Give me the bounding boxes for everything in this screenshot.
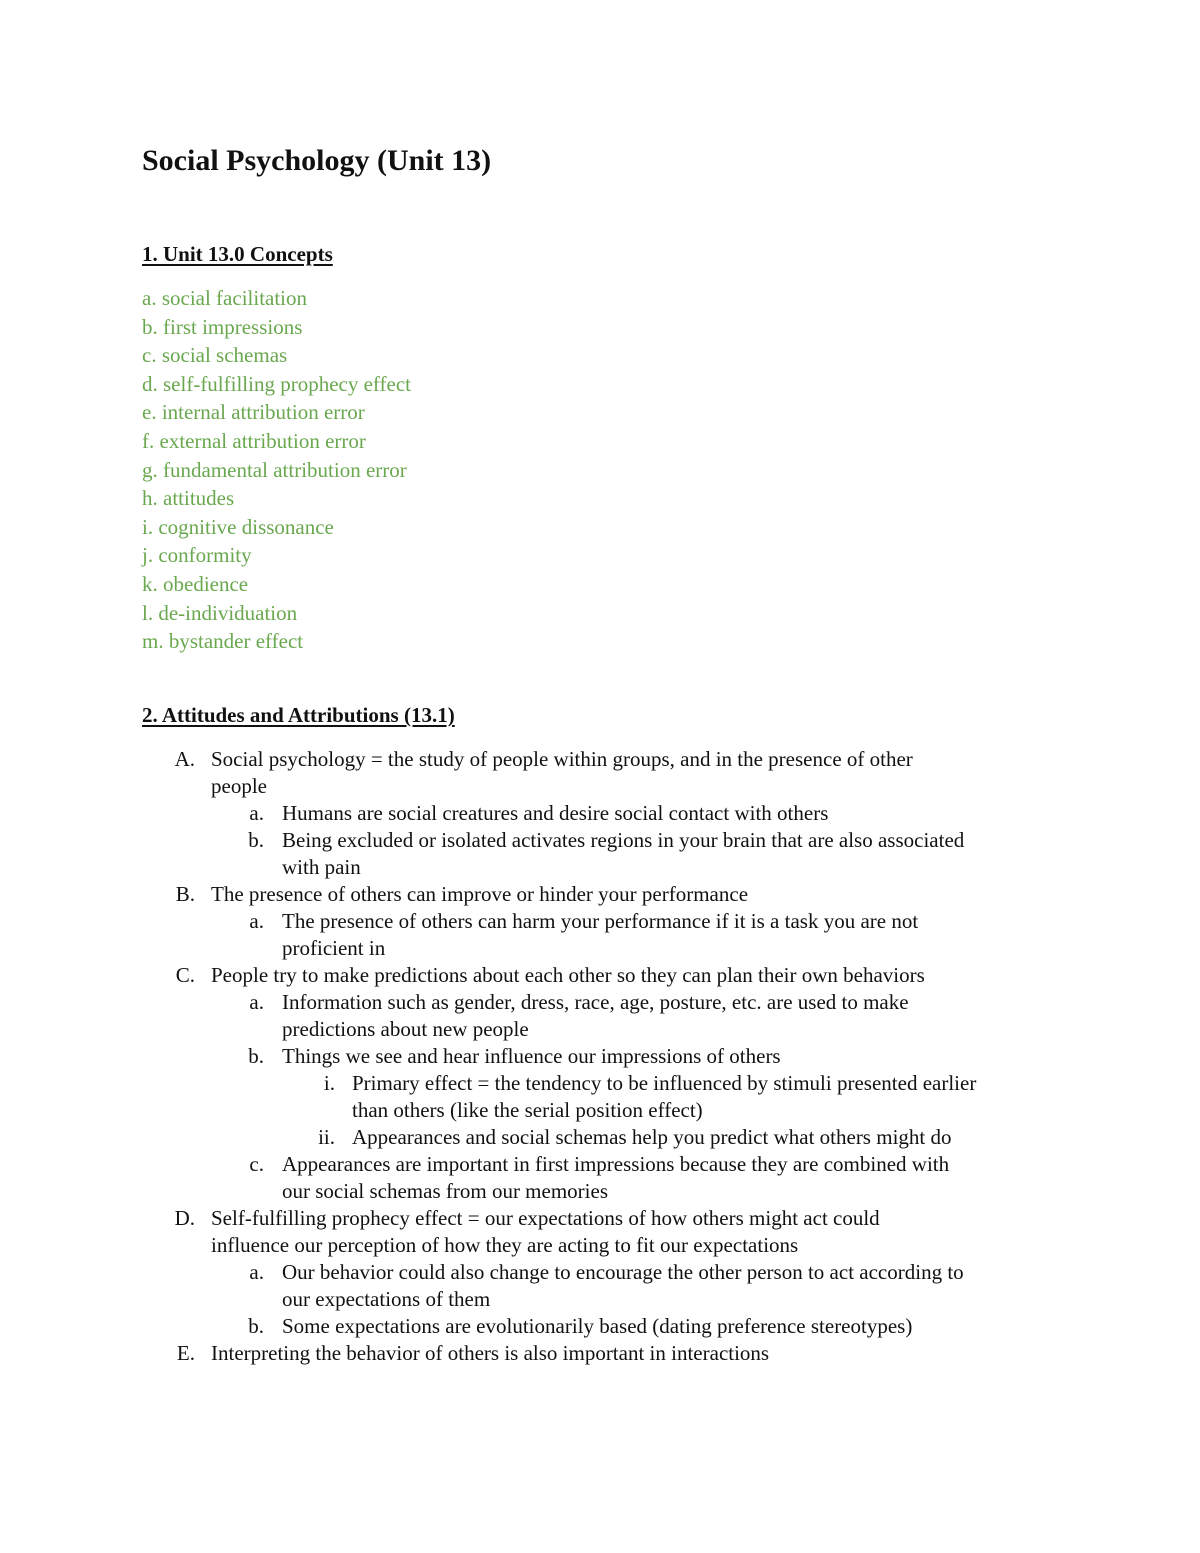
outline-item-text: Interpreting the behavior of others is also important in interactions: [211, 1341, 770, 1365]
outline-item-text: The presence of others can improve or hinder your performance: [211, 882, 749, 906]
outline-subsubitem-text: than others (like the serial position effect): [352, 1098, 703, 1122]
concept-item: i. cognitive dissonance: [142, 514, 334, 539]
document-title: Social Psychology (Unit 13): [142, 144, 492, 177]
list-marker: E.: [176, 1341, 195, 1365]
concept-item: g. fundamental attribution error: [142, 457, 407, 482]
list-marker: B.: [175, 882, 195, 906]
outline-subitem-text: with pain: [282, 855, 361, 879]
outline-subitem-text: Information such as gender, dress, race, age, posture, etc. are used to make: [282, 990, 909, 1014]
concept-item: e. internal attribution error: [142, 400, 365, 425]
outline-subitem-text: The presence of others can harm your performance if it is a task you are not: [282, 909, 919, 933]
list-marker: a.: [249, 909, 264, 933]
list-marker: b.: [248, 1044, 264, 1068]
section-1-heading: 1. Unit 13.0 Concepts: [142, 242, 333, 266]
outline-item-text: People try to make predictions about each other so they can plan their own behaviors: [211, 963, 925, 987]
concept-item: a. social facilitation: [142, 286, 308, 310]
outline-subitem-text: Appearances are important in first impressions because they are combined with: [282, 1152, 950, 1176]
list-marker: D.: [174, 1206, 195, 1230]
section-2-heading: 2. Attitudes and Attributions (13.1): [142, 703, 455, 727]
outline-subitem-text: our expectations of them: [282, 1287, 491, 1311]
list-marker: C.: [175, 963, 195, 987]
outline-subsubitem-text: Primary effect = the tendency to be influenced by stimuli presented earlier: [352, 1071, 977, 1095]
outline-subitem-text: Being excluded or isolated activates regions in your brain that are also associated: [282, 828, 965, 852]
concept-item: k. obedience: [142, 571, 249, 596]
outline-item-text: influence our perception of how they are acting to fit our expectations: [211, 1233, 799, 1257]
list-marker: b.: [248, 1314, 264, 1338]
concept-list: [142, 284, 411, 656]
outline-subitem-text: proficient in: [282, 936, 386, 960]
concept-item: f. external attribution error: [142, 428, 366, 453]
outline-subitem-text: Humans are social creatures and desire social contact with others: [282, 801, 829, 825]
outline-item-text: people: [211, 774, 267, 798]
list-marker: c.: [249, 1152, 264, 1176]
concept-item: j. conformity: [142, 543, 252, 568]
list-marker: i.: [323, 1071, 335, 1095]
concept-item: b. first impressions: [142, 314, 303, 339]
concept-item: h. attitudes: [142, 486, 235, 511]
concept-item: c. social schemas: [142, 343, 288, 368]
concept-item: m. bystander effect: [142, 629, 304, 654]
outline-subsubitem-text: Appearances and social schemas help you predict what others might do: [352, 1125, 952, 1149]
list-marker: A.: [174, 747, 195, 771]
concept-item: d. self-fulfilling prophecy effect: [142, 371, 412, 396]
list-marker: ii.: [318, 1125, 335, 1149]
outline-item-text: Social psychology = the study of people within groups, and in the presence of other: [211, 747, 913, 771]
list-marker: a.: [249, 801, 264, 825]
outline-subitem-text: predictions about new people: [282, 1017, 529, 1041]
list-marker: a.: [249, 990, 264, 1014]
list-marker: b.: [248, 828, 264, 852]
outline-subitem-text: Some expectations are evolutionarily based (dating preference stereotypes): [282, 1314, 913, 1338]
outline-subitem-text: Things we see and hear influence our impressions of others: [282, 1044, 781, 1068]
list-marker: a.: [249, 1260, 264, 1284]
outline-subitem-text: our social schemas from our memories: [282, 1179, 608, 1203]
outline-subitem-text: Our behavior could also change to encourage the other person to act according to: [282, 1260, 964, 1284]
concept-item: l. de-individuation: [142, 600, 298, 625]
outline-item-text: Self-fulfilling prophecy effect = our expectations of how others might act could: [211, 1206, 880, 1230]
